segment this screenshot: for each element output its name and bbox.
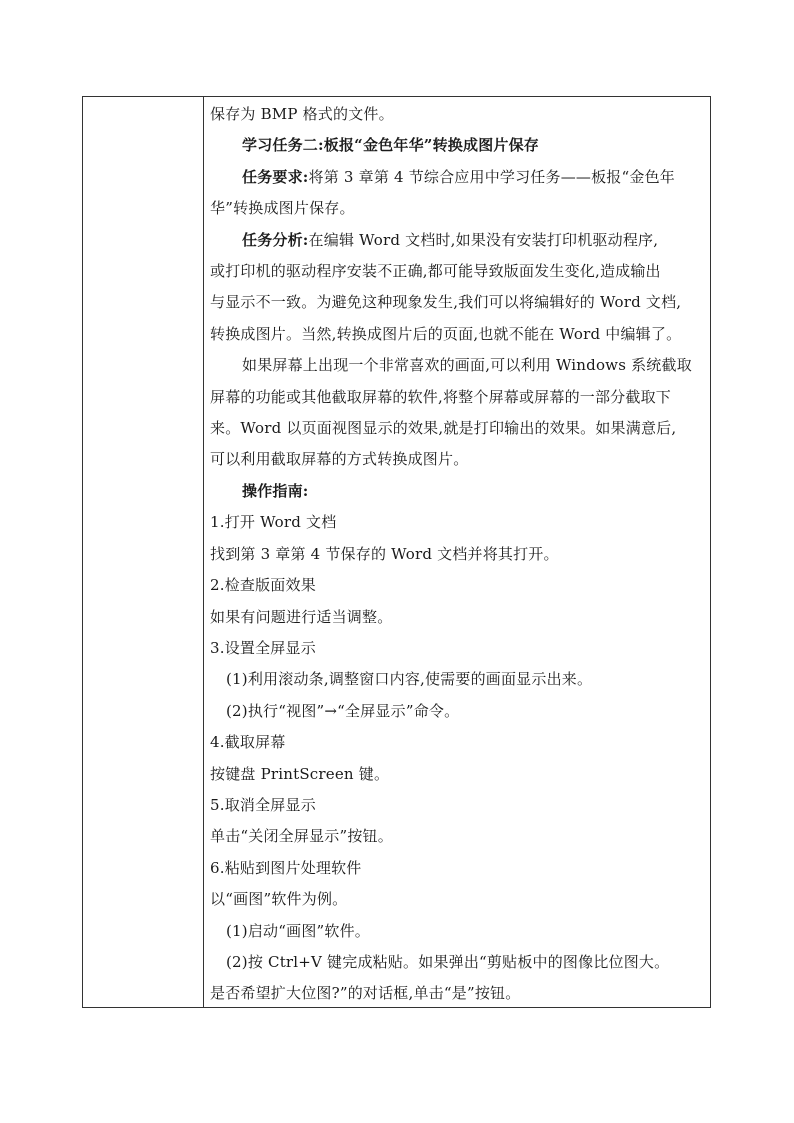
guide-heading: 操作指南: xyxy=(242,481,309,500)
text-line: 屏幕的功能或其他截取屏幕的软件,将整个屏幕或屏幕的一部分截取下 xyxy=(210,387,671,406)
analysis-label: 任务分析: xyxy=(242,230,309,249)
text-line: 华”转换成图片保存。 xyxy=(210,199,355,218)
step-title: 6.粘贴到图片处理软件 xyxy=(210,858,362,877)
step-text: 如果有问题进行适当调整。 xyxy=(210,607,393,626)
step-title: 3.设置全屏显示 xyxy=(210,638,316,657)
requirement-label: 任务要求: xyxy=(242,167,309,186)
step-title: 5.取消全屏显示 xyxy=(210,795,316,814)
step-text: 找到第 3 章第 4 节保存的 Word 文档并将其打开。 xyxy=(210,544,559,563)
step-text: (2)执行“视图”→“全屏显示”命令。 xyxy=(226,701,460,720)
step-title: 1.打开 Word 文档 xyxy=(210,513,337,532)
text-line: 转换成图片。当然,转换成图片后的页面,也就不能在 Word 中编辑了。 xyxy=(210,324,682,343)
step-text: 是否希望扩大位图?”的对话框,单击“是”按钮。 xyxy=(210,984,521,1003)
step-text: (2)按 Ctrl+V 键完成粘贴。如果弹出“剪贴板中的图像比位图大。 xyxy=(226,952,670,971)
step-text: 按键盘 PrintScreen 键。 xyxy=(210,764,390,783)
text-line: 或打印机的驱动程序安装不正确,都可能导致版面发生变化,造成输出 xyxy=(210,262,661,281)
task-title: 学习任务二:板报“金色年华”转换成图片保存 xyxy=(242,136,539,155)
text-line: 保存为 BMP 格式的文件。 xyxy=(210,105,394,123)
left-column-cell xyxy=(83,97,204,1007)
step-text: 单击“关闭全屏显示”按钮。 xyxy=(210,827,393,846)
task-analysis-line xyxy=(210,225,702,256)
step-text: (1)启动“画图”软件。 xyxy=(226,921,370,940)
step-title: 4.截取屏幕 xyxy=(210,733,286,752)
step-text: (1)利用滚动条,调整窗口内容,使需要的画面显示出来。 xyxy=(226,670,593,689)
requirement-text: 将第 3 章第 4 节综合应用中学习任务——板报“金色年 xyxy=(308,167,675,186)
step-text: 以“画图”软件为例。 xyxy=(210,890,348,909)
step-title: 2.检查版面效果 xyxy=(210,576,316,595)
task-requirement-line xyxy=(210,162,702,193)
analysis-text: 在编辑 Word 文档时,如果没有安装打印机驱动程序, xyxy=(308,230,659,249)
text-line: 来。Word 以页面视图显示的效果,就是打印输出的效果。如果满意后, xyxy=(210,419,677,438)
document-table xyxy=(82,96,711,1008)
text-line: 与显示不一致。为避免这种现象发生,我们可以将编辑好的 Word 文档, xyxy=(210,293,682,312)
content-cell xyxy=(204,97,710,1007)
text-line: 可以利用截取屏幕的方式转换成图片。 xyxy=(210,450,469,469)
text-line: 如果屏幕上出现一个非常喜欢的画面,可以利用 Windows 系统截取 xyxy=(242,356,692,375)
